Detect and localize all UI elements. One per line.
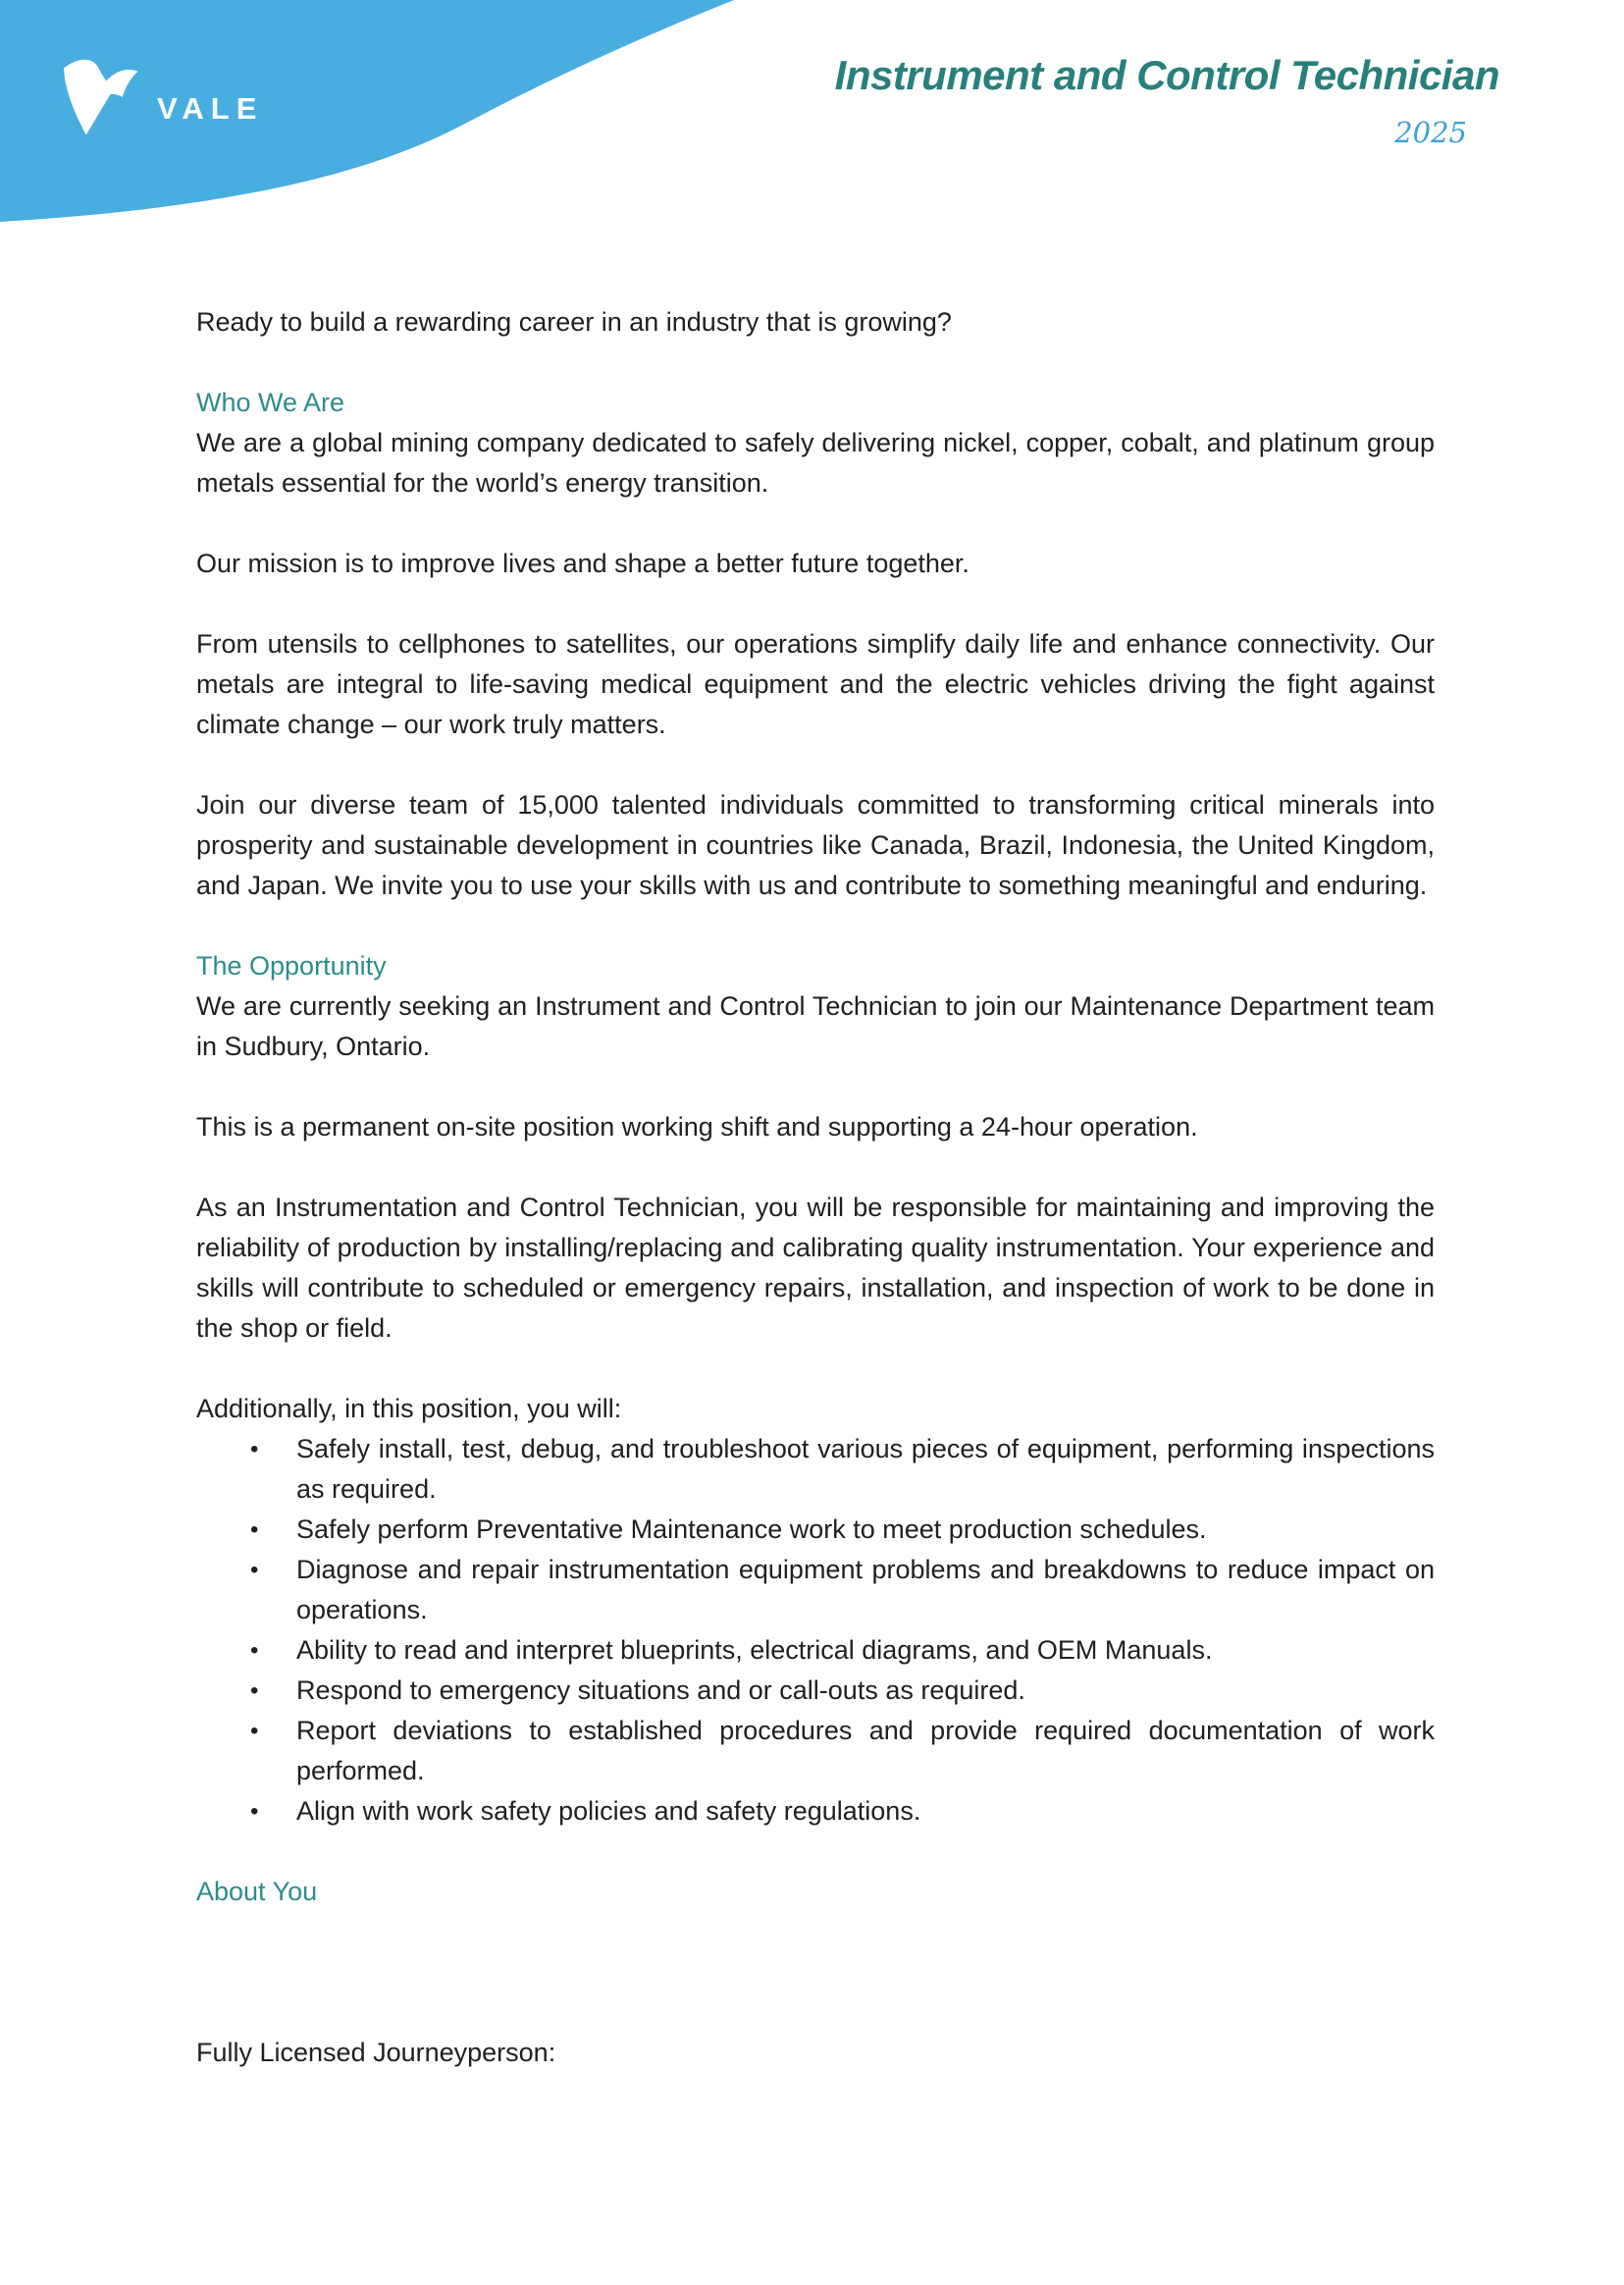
- paragraph-global-mining: We are a global mining company dedicated to safely delivering nickel, copper, cobalt, and platinum group metals essential for the world’s energy transition.: [196, 428, 1435, 498]
- paragraph-join-team: Join our diverse team of 15,000 talented individuals committed to transforming critical minerals into prosperity and sustainable development in countries like Canada, Brazil, Indonesia, the United Kingdom, and Japan. We invite you to use your skills with us and contribute to something meaningful and enduring.: [196, 790, 1435, 900]
- page-year: 2025: [1394, 116, 1467, 149]
- paragraph-utensils: From utensils to cellphones to satellites, our operations simplify daily life and enhance connectivity. Our metals are integral to life-saving medical equipment and the electric vehicles driving the fight against climate change – our work truly matters.: [196, 629, 1435, 739]
- vale-logo-text: VALE: [157, 91, 264, 126]
- bullet-item: • Diagnose and repair instrumentation equipment problems and breakdowns to reduce impact on operations.: [196, 1550, 1435, 1630]
- section-heading-about-you: About You: [196, 1877, 318, 1906]
- document-body: [196, 302, 1435, 2113]
- bullet-item: • Safely perform Preventative Maintenance work to meet production schedules.: [196, 1510, 1435, 1550]
- bullet-list-intro: Additionally, in this position, you will:: [196, 1394, 622, 1423]
- bullet-item: • Respond to emergency situations and or call-outs as required.: [196, 1671, 1435, 1711]
- paragraph-permanent: This is a permanent on-site position working shift and supporting a 24-hour operation.: [196, 1112, 1198, 1142]
- page-title: Instrument and Control Technician: [834, 52, 1499, 98]
- intro-line: Ready to build a rewarding career in an industry that is growing?: [196, 307, 952, 337]
- page-header: [0, 0, 1624, 255]
- section-heading-the-opportunity: The Opportunity: [196, 951, 387, 981]
- bullet-item: • Ability to read and interpret blueprints, electrical diagrams, and OEM Manuals.: [196, 1630, 1435, 1671]
- qualification-line: Fully Licensed Journeyperson:: [196, 2038, 556, 2067]
- bullet-item: • Align with work safety policies and safety regulations.: [196, 1791, 1435, 1832]
- vale-logo: [57, 55, 263, 137]
- section-heading-who-we-are: Who We Are: [196, 388, 345, 417]
- duties-bullet-list: [196, 1429, 1435, 1832]
- paragraph-responsibilities: As an Instrumentation and Control Technician, you will be responsible for maintaining and improving the reliability of production by installing/replacing and calibrating quality instrumentation. Your experience and skills will contribute to scheduled or emergency repairs, installation, and inspection of work to be done in the shop or field.: [196, 1193, 1435, 1343]
- vale-v-wing-icon: [57, 55, 143, 137]
- paragraph-mission: Our mission is to improve lives and shape a better future together.: [196, 549, 969, 578]
- title-block: [835, 51, 1499, 149]
- bullet-item: • Report deviations to established procedures and provide required documentation of work performed.: [196, 1711, 1435, 1791]
- bullet-item: • Safely install, test, debug, and troubleshoot various pieces of equipment, performing inspections as required.: [196, 1429, 1435, 1510]
- paragraph-seeking: We are currently seeking an Instrument and Control Technician to join our Maintenance Department team in Sudbury, Ontario.: [196, 991, 1435, 1061]
